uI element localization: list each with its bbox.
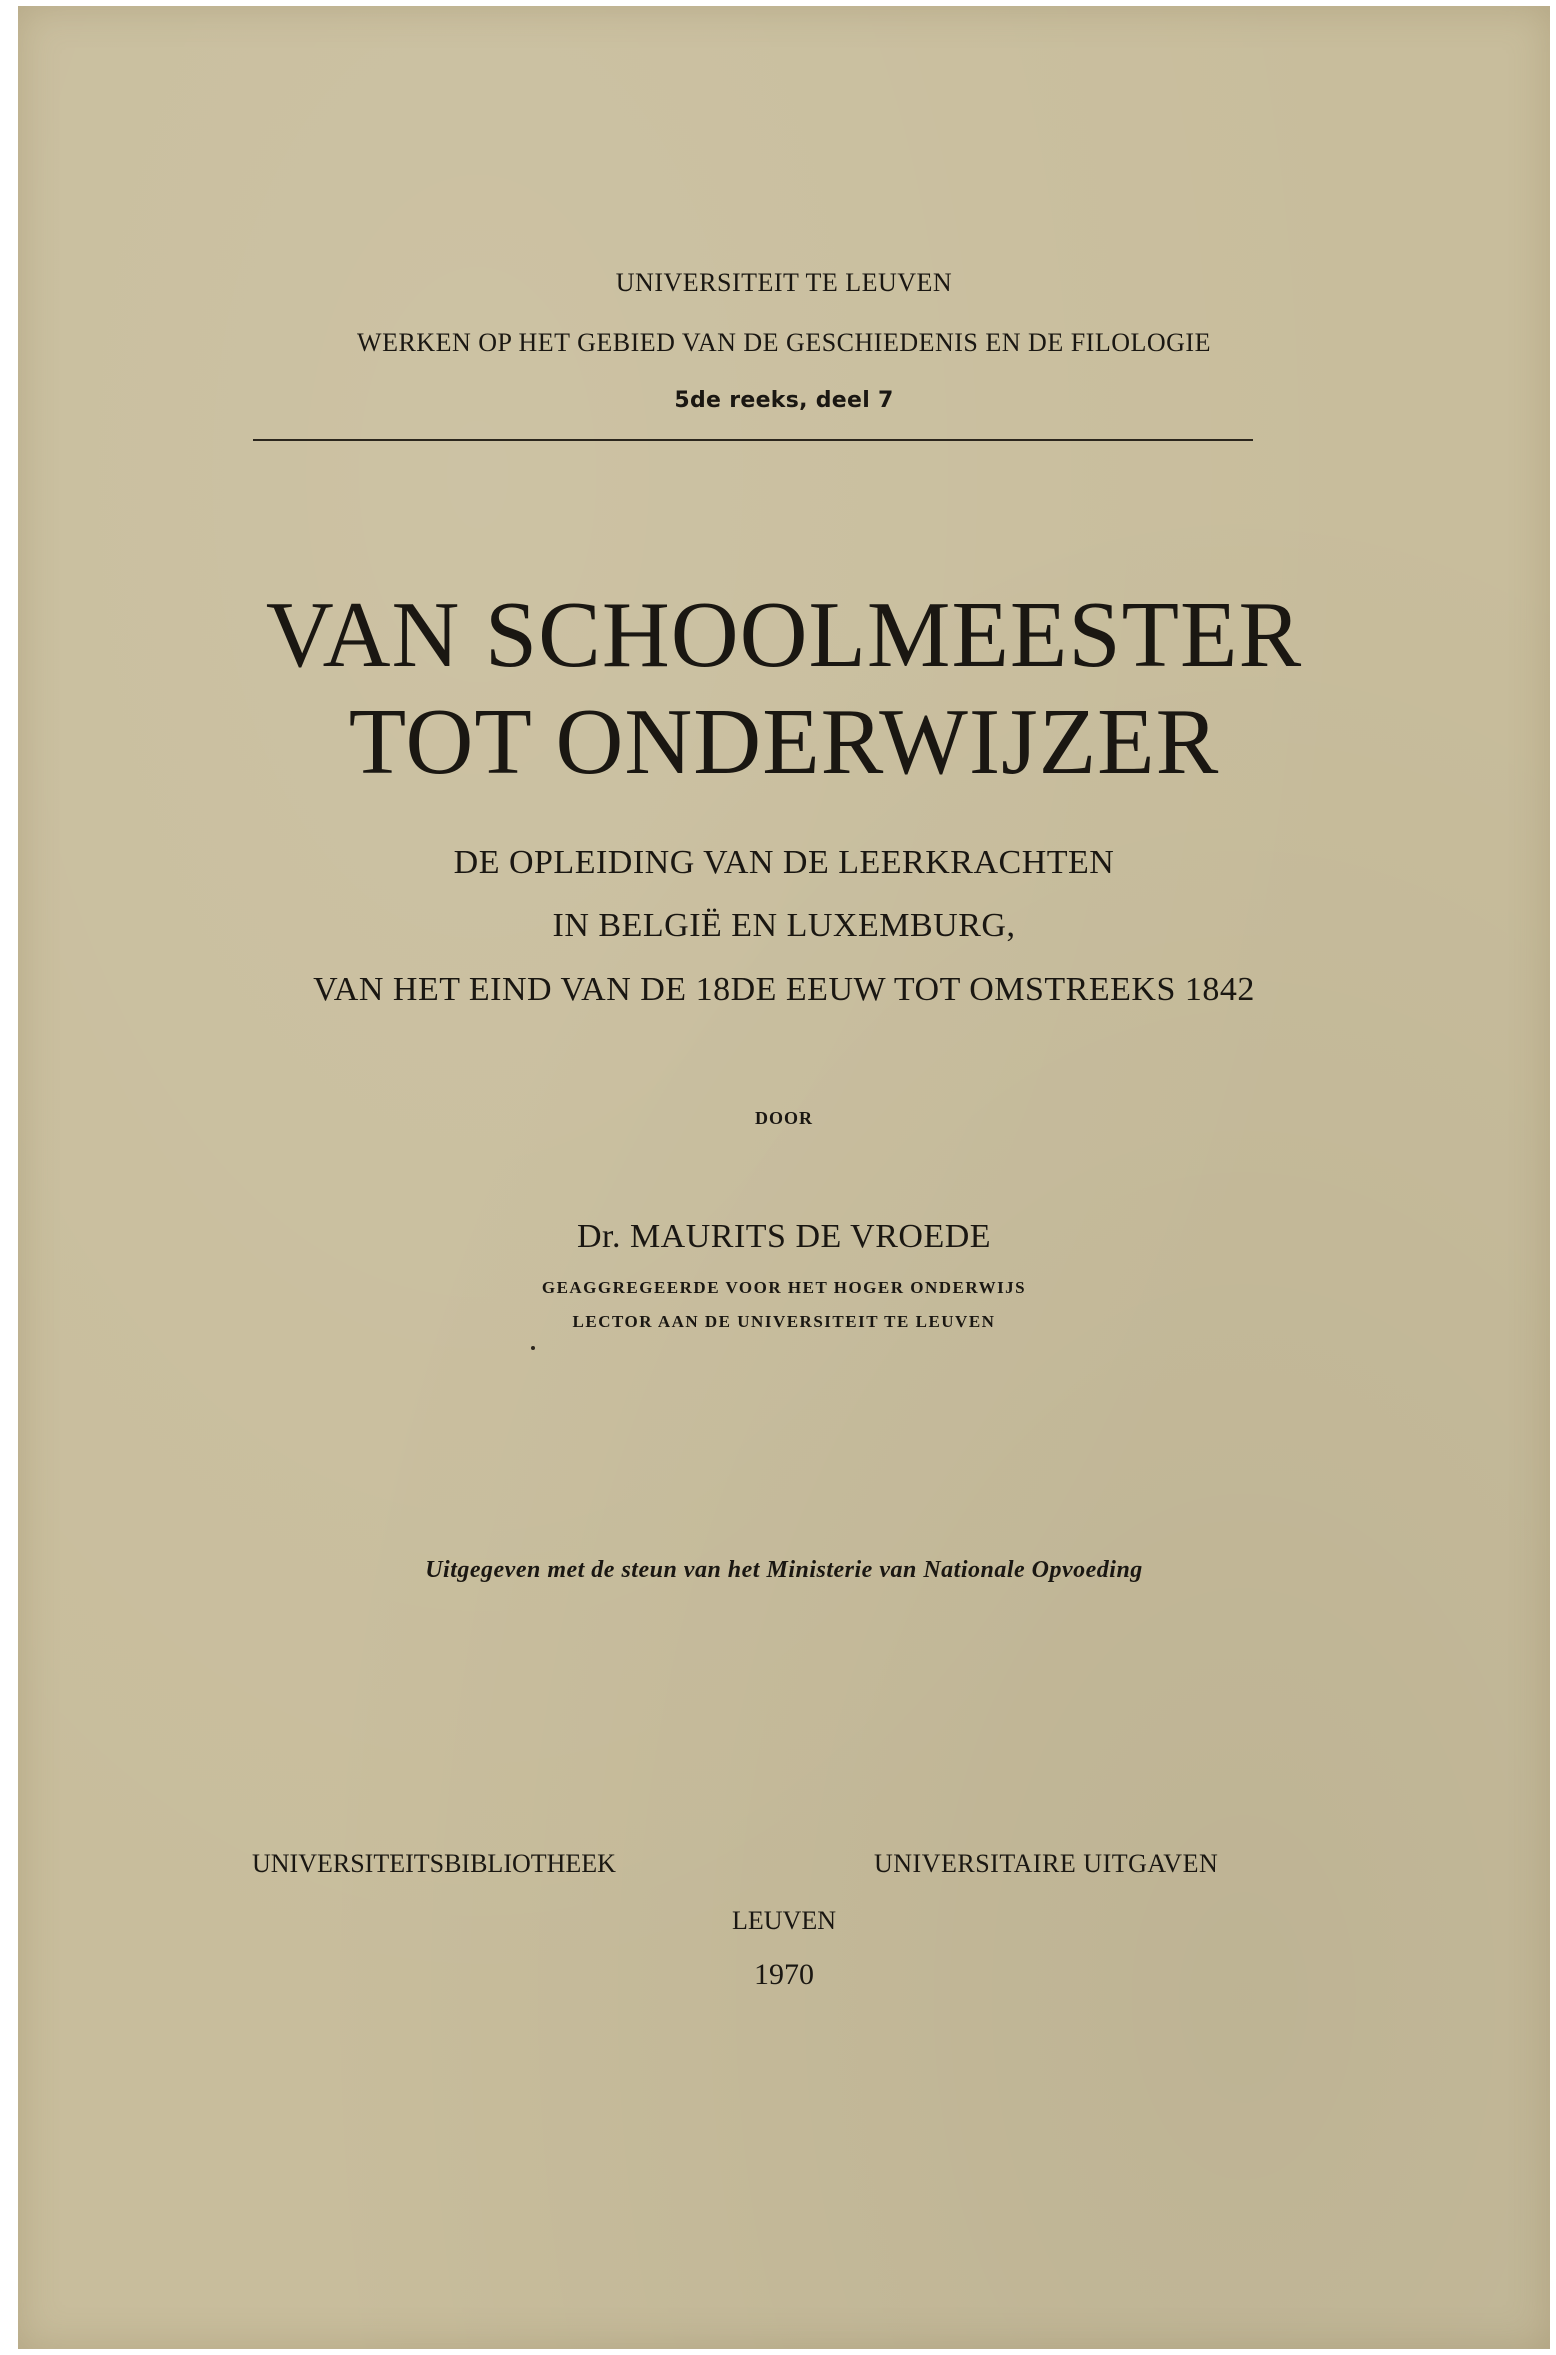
publisher-right: UNIVERSITAIRE UITGAVEN: [874, 1849, 1219, 1878]
publisher-city: LEUVEN: [732, 1906, 836, 1935]
subtitle-line-3: VAN HET EIND VAN DE 18DE EEUW TOT OMSTREEKS 1842: [313, 971, 1255, 1008]
byline-label: DOOR: [755, 1108, 813, 1128]
title-line-1: VAN SCHOOLMEESTER: [265, 583, 1303, 687]
funding-note: Uitgegeven met de steun van het Ministerie van Nationale Opvoeding: [425, 1557, 1143, 1583]
author-name: Dr. MAURITS DE VROEDE: [576, 1218, 992, 1255]
series-name: WERKEN OP HET GEBIED VAN DE GESCHIEDENIS EN DE FILOLOGIE: [357, 328, 1211, 357]
author-credential-1: GEAGGREGEERDE VOOR HET HOGER ONDERWIJS: [541, 1278, 1027, 1297]
subtitle-line-2: IN BELGIË EN LUXEMBURG,: [552, 907, 1016, 944]
subtitle-line-1: DE OPLEIDING VAN DE LEERKRACHTEN: [453, 844, 1115, 881]
publisher-left: UNIVERSITEITSBIBLIOTHEEK: [252, 1849, 616, 1878]
horizontal-rule: [253, 439, 1253, 441]
ornament-dot: [531, 1346, 535, 1350]
publication-year: 1970: [754, 1958, 814, 1991]
series-volume: 5de reeks, deel 7: [674, 388, 894, 413]
title-line-2: TOT ONDERWIJZER: [348, 690, 1220, 794]
book-cover: [18, 6, 1550, 2349]
author-credential-2: LECTOR AAN DE UNIVERSITEIT TE LEUVEN: [572, 1312, 996, 1331]
series-institution: UNIVERSITEIT TE LEUVEN: [615, 268, 953, 297]
